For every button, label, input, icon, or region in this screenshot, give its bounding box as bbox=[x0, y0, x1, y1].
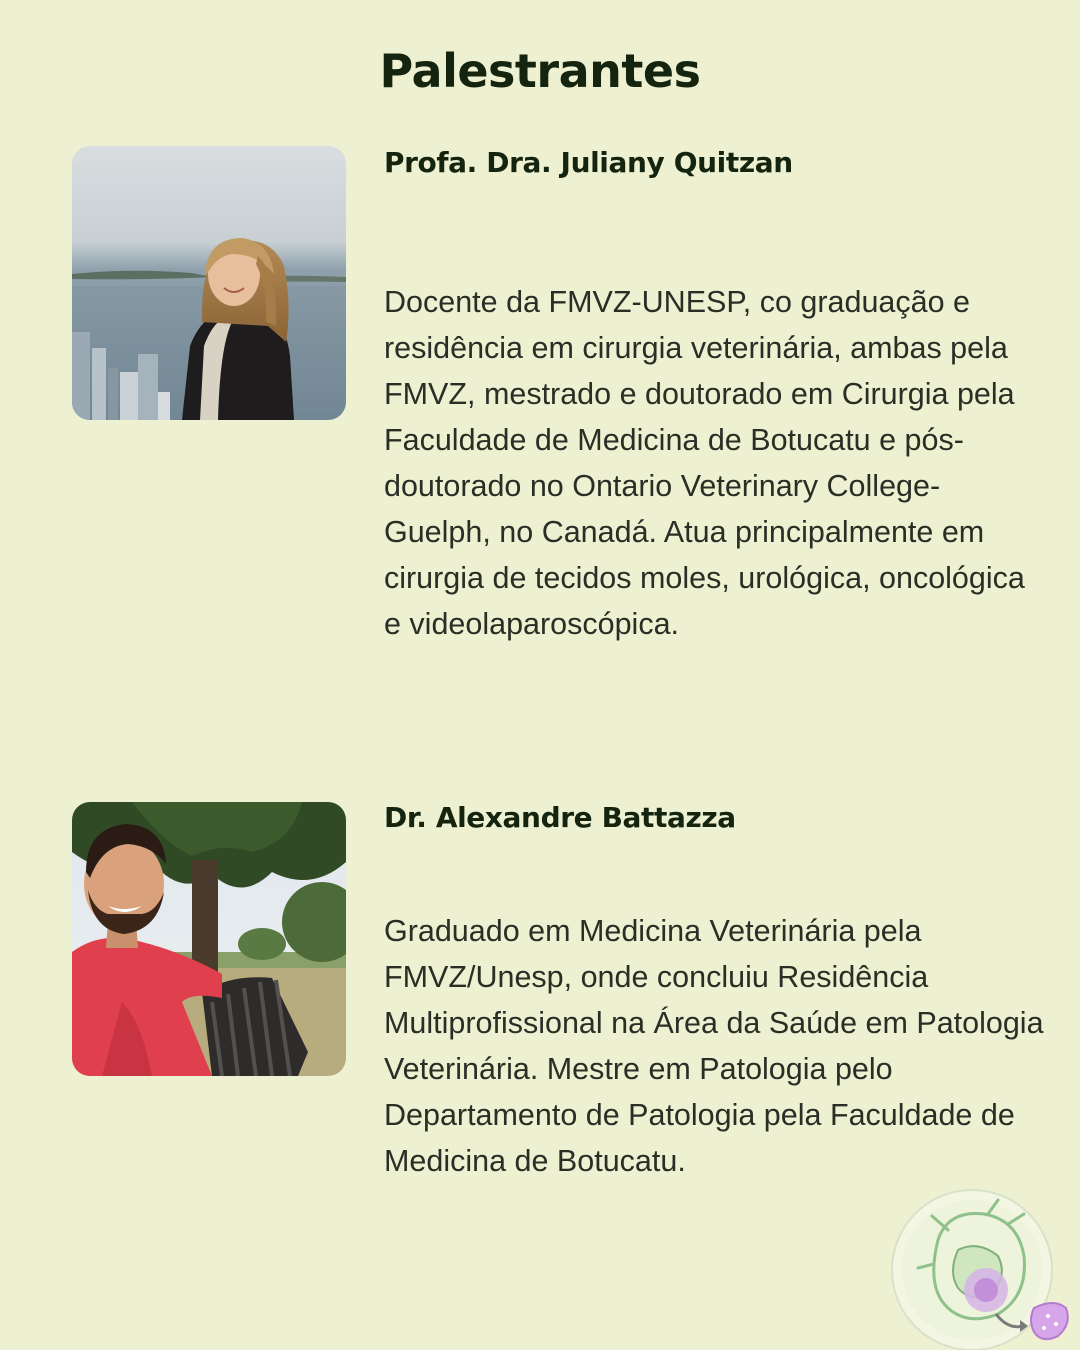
speaker-name: Dr. Alexandre Battazza bbox=[384, 801, 736, 834]
speaker-bio: Graduado em Medicina Veterinária pela FMVZ/Unesp, onde concluiu Residência Multiprofissional na Área da Saúde em Patologia Veterinária. Mestre em Patologia pelo Departamento de Patologia pela Faculdade de Medicina de Botucatu. bbox=[384, 914, 1044, 1178]
page-title: Palestrantes bbox=[379, 44, 701, 98]
speaker-bio: Docente da FMVZ-UNESP, co graduação e residência em cirurgia veterinária, ambas pela FMVZ, mestrado e doutorado em Cirurgia pela Faculdade de Medicina de Botucatu e pós-doutorado no Ontario Veterinary College- Guelph, no Canadá. Atua principalmente em cirurgia de tecidos moles, urológica, oncológica e videolaparoscópica. bbox=[384, 285, 1025, 641]
speaker-photo-juliany bbox=[72, 146, 346, 420]
speaker-name: Profa. Dra. Juliany Quitzan bbox=[384, 146, 793, 179]
organ-illustration-logo bbox=[888, 1180, 1080, 1350]
speaker-photo-alexandre bbox=[72, 802, 346, 1076]
